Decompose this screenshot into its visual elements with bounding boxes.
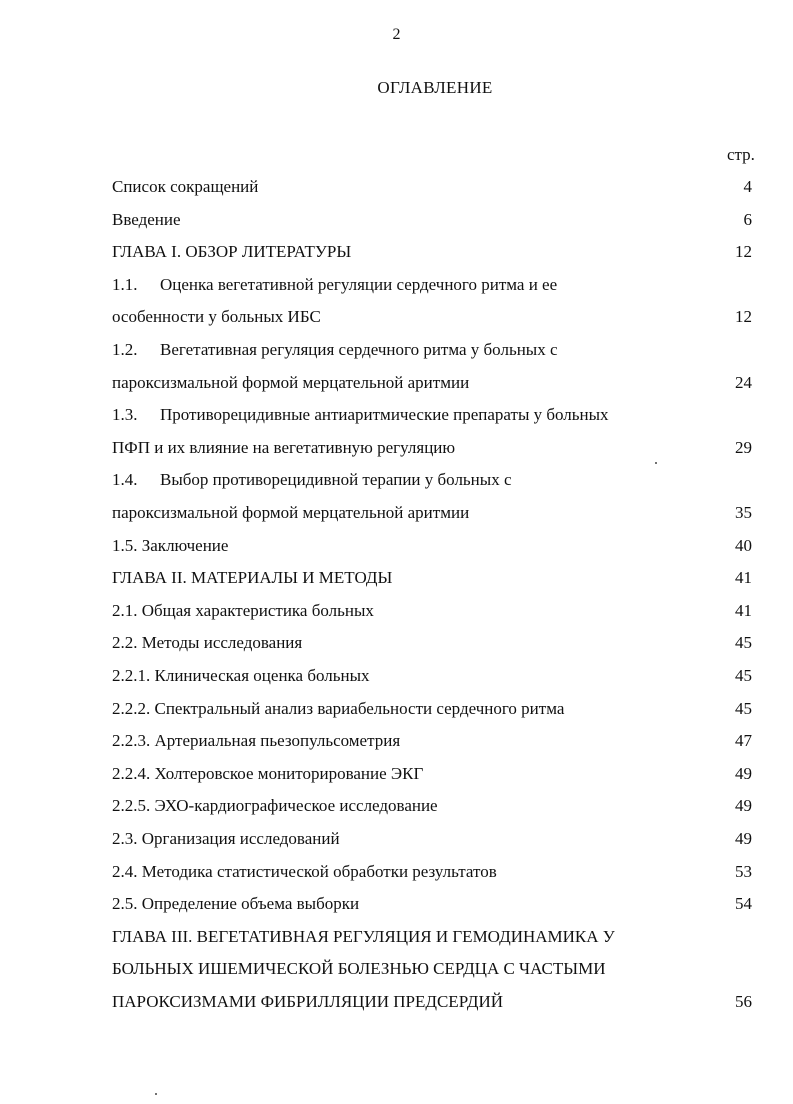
toc-entry-text: 2.3. Организация исследований bbox=[112, 829, 340, 848]
toc-entry bbox=[112, 172, 752, 202]
toc-entry-text: Вегетативная регуляция сердечного ритма у больных с bbox=[160, 340, 558, 359]
toc-entry bbox=[112, 857, 752, 887]
toc-entry-page: 49 bbox=[735, 796, 752, 816]
toc-entry-page: 45 bbox=[735, 666, 752, 685]
toc-entry-page: 56 bbox=[735, 992, 752, 1011]
toc-entry-text: 2.2.3. Артериальная пьезопульсометрия bbox=[112, 731, 401, 751]
toc-entry-page: 41 bbox=[735, 600, 752, 620]
toc-entry-number: 1.1. bbox=[112, 274, 138, 294]
scan-speck bbox=[655, 462, 657, 464]
toc-entry bbox=[112, 596, 752, 626]
toc-entry bbox=[112, 726, 752, 756]
toc-entry-text: пароксизмальной формой мерцательной аритмии bbox=[112, 372, 470, 392]
toc-entry bbox=[112, 335, 752, 365]
toc-entry bbox=[112, 791, 752, 821]
toc-entry-page: 49 bbox=[735, 829, 752, 848]
toc-entry-page: 4 bbox=[743, 177, 752, 196]
toc-entry-text: Противорецидивные антиаритмические препараты у больных bbox=[160, 405, 609, 425]
toc-entry-page: 45 bbox=[735, 698, 752, 718]
toc-entry bbox=[112, 987, 752, 1017]
toc-entry-text: Список сокращений bbox=[112, 177, 259, 196]
toc-entry-page: 12 bbox=[735, 242, 752, 262]
toc-entry-text: 2.2.2. Спектральный анализ вариабельности сердечного ритма bbox=[112, 698, 565, 718]
toc-entry-text: Введение bbox=[112, 209, 181, 229]
toc-entry bbox=[112, 400, 752, 430]
toc-entry-text: Выбор противорецидивной терапии у больных с bbox=[160, 470, 512, 490]
toc-entry bbox=[112, 433, 752, 463]
toc-entry-page: 54 bbox=[735, 894, 752, 914]
toc-entry-text: 2.1. Общая характеристика больных bbox=[112, 600, 374, 620]
toc-entry bbox=[112, 954, 752, 984]
toc-entry bbox=[112, 889, 752, 919]
page-number: 2 bbox=[392, 26, 401, 43]
toc-entry-text: 2.5. Определение объема выборки bbox=[112, 894, 360, 914]
toc-entry-page: 41 bbox=[735, 568, 752, 588]
toc-entry bbox=[112, 563, 752, 593]
toc-entry bbox=[112, 824, 752, 854]
toc-entry bbox=[112, 302, 752, 332]
toc-entry bbox=[112, 531, 752, 561]
toc-entry bbox=[112, 368, 752, 398]
toc-entry-page: 53 bbox=[735, 861, 752, 881]
toc-entry-text: 2.4. Методика статистической обработки результатов bbox=[112, 861, 497, 881]
toc-entry bbox=[112, 465, 752, 495]
toc-entry-text: ГЛАВА III. ВЕГЕТАТИВНАЯ РЕГУЛЯЦИЯ И ГЕМОДИНАМИКА У bbox=[112, 926, 615, 946]
toc-entry-number: 1.3. bbox=[112, 405, 138, 425]
toc-entry-page: 45 bbox=[735, 633, 752, 653]
toc-entry bbox=[112, 628, 752, 658]
page-title: ОГЛАВЛЕНИЕ bbox=[377, 78, 493, 97]
scan-speck bbox=[155, 1093, 157, 1095]
toc-entry-page: 12 bbox=[735, 307, 752, 327]
toc-entry-text: ПАРОКСИЗМАМИ ФИБРИЛЛЯЦИИ ПРЕДСЕРДИЙ bbox=[112, 992, 504, 1011]
toc-entry-text: 2.2.4. Холтеровское мониторирование ЭКГ bbox=[112, 763, 424, 783]
toc-entry-page: 40 bbox=[735, 535, 752, 555]
toc-entry-text: ПФП и их влияние на вегетативную регуляцию bbox=[112, 437, 456, 457]
toc-entry-page: 47 bbox=[735, 731, 752, 751]
toc-entry-text: 1.5. Заключение bbox=[112, 535, 229, 555]
toc-entry bbox=[112, 498, 752, 528]
toc-entry bbox=[112, 661, 752, 691]
toc-entry-number: 1.2. bbox=[112, 340, 138, 359]
toc-entry bbox=[112, 237, 752, 267]
toc-entry-text: ГЛАВА I. ОБЗОР ЛИТЕРАТУРЫ bbox=[112, 242, 352, 262]
toc-entry-text: ГЛАВА II. МАТЕРИАЛЫ И МЕТОДЫ bbox=[112, 568, 393, 588]
toc-entry-page: 24 bbox=[735, 372, 752, 392]
toc-entry-page: 6 bbox=[743, 209, 752, 229]
toc-entry-text: БОЛЬНЫХ ИШЕМИЧЕСКОЙ БОЛЕЗНЬЮ СЕРДЦА С ЧАСТЫМИ bbox=[112, 959, 606, 979]
toc-entry-text: пароксизмальной формой мерцательной аритмии bbox=[112, 503, 470, 522]
toc-entry-text: Оценка вегетативной регуляции сердечного ритма и ее bbox=[160, 274, 558, 294]
toc-entry-page: 49 bbox=[735, 763, 752, 783]
toc-entry bbox=[112, 694, 752, 724]
toc-entry-text: 2.2. Методы исследования bbox=[112, 633, 303, 653]
toc-entry-text: 2.2.1. Клиническая оценка больных bbox=[112, 666, 370, 685]
toc-entry bbox=[112, 922, 752, 952]
toc-entry-text: 2.2.5. ЭХО-кардиографическое исследование bbox=[112, 796, 438, 816]
toc-entry-number: 1.4. bbox=[112, 470, 138, 490]
toc-entry-page: 35 bbox=[735, 503, 752, 522]
toc-entry-text: особенности у больных ИБС bbox=[112, 307, 321, 327]
toc-entry bbox=[112, 205, 752, 235]
toc-entry bbox=[112, 759, 752, 789]
toc-entry-page: 29 bbox=[735, 437, 752, 457]
toc-entry bbox=[112, 270, 752, 300]
pages-column-header: стр. bbox=[727, 145, 755, 164]
